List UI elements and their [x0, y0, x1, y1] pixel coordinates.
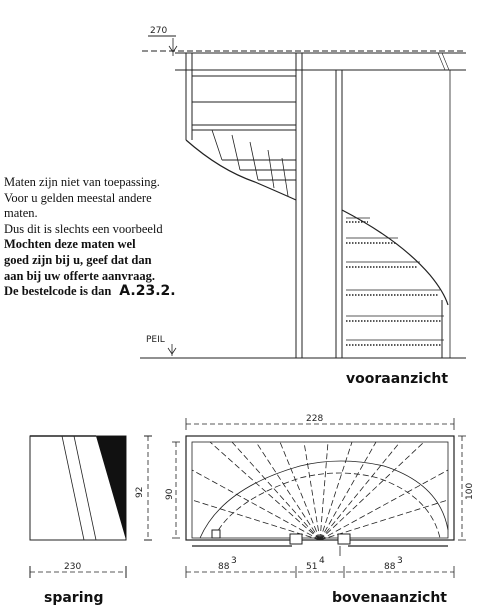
- note-line-8-text: De bestelcode is dan: [4, 284, 112, 299]
- top-dim-mid: 51: [306, 562, 318, 572]
- note-line-6: goed zijn bij u, geef dat dan: [4, 252, 152, 267]
- note-line-1: Maten zijn niet van toepassing.: [4, 175, 160, 189]
- top-dim-mid-sup: 4: [319, 556, 325, 566]
- top-dim-right-sup: 3: [397, 556, 403, 566]
- top-dim-inner-depth: 90: [165, 488, 175, 500]
- front-view-title: vooraanzicht: [346, 371, 449, 387]
- note-line-3: maten.: [4, 206, 38, 221]
- front-dim-top: 270: [150, 26, 168, 36]
- note-line-4: Dus dit is slechts een voorbeeld: [4, 221, 163, 236]
- top-dim-left-sup: 3: [231, 556, 237, 566]
- order-code: A.23.2.: [119, 283, 176, 300]
- top-view-title: bovenaanzicht: [332, 590, 447, 606]
- note-line-2: Voor u gelden meestal andere: [4, 190, 152, 205]
- opening-view-title: sparing: [44, 590, 104, 606]
- top-dim-outer-depth: 100: [465, 482, 475, 500]
- note-line-5: Mochten deze maten wel: [4, 237, 136, 252]
- disclaimer-note: [4, 175, 229, 300]
- note-line-7: aan bij uw offerte aanvraag.: [4, 268, 156, 283]
- top-dim-left: 88: [218, 562, 230, 572]
- opening-dim-width: 230: [64, 562, 82, 572]
- top-view: [172, 418, 466, 578]
- opening-dim-height: 92: [135, 486, 145, 498]
- note-line-8: [4, 284, 229, 300]
- top-dim-width: 228: [306, 414, 324, 424]
- opening-view: [30, 436, 152, 578]
- floor-label: PEIL: [146, 335, 165, 345]
- top-dim-right: 88: [384, 562, 396, 572]
